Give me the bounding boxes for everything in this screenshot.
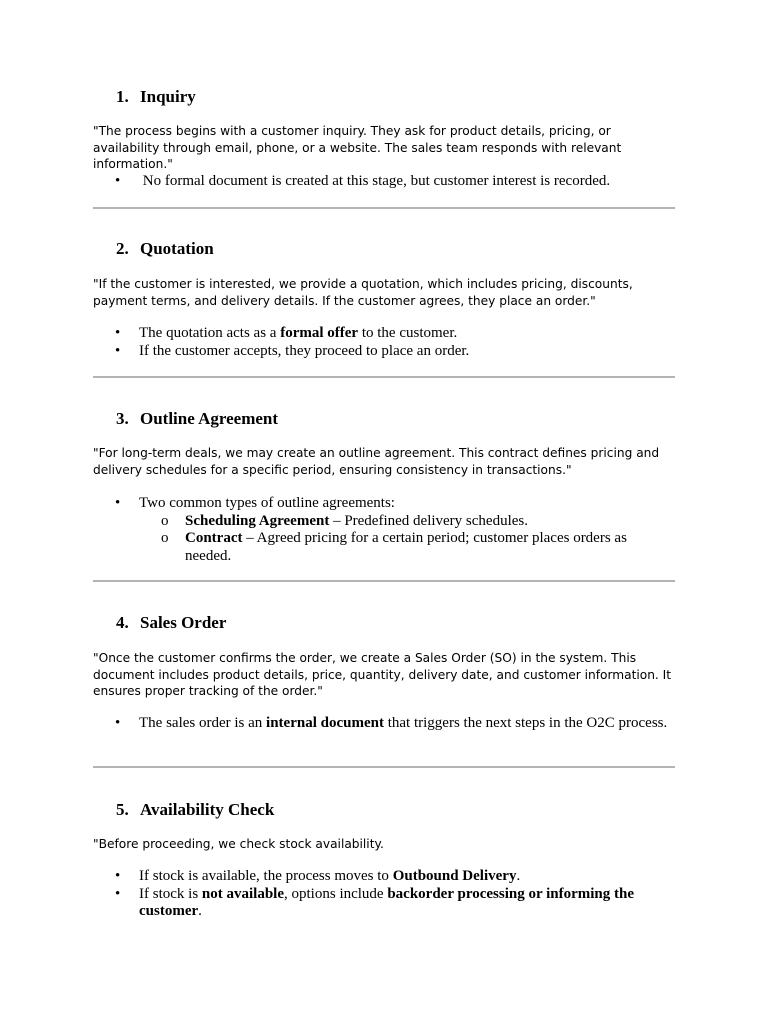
bullet-item <box>93 173 675 191</box>
sub-bullet-list <box>139 513 675 566</box>
section-divider <box>93 376 675 378</box>
section-quote: "Before proceeding, we check stock availability. <box>93 837 384 851</box>
sub-bullet-item <box>139 513 675 531</box>
bullet-text: Two common types of outline agreements: <box>139 495 395 511</box>
section-number: 2. <box>116 239 129 258</box>
bullet-text: , options include <box>284 885 388 902</box>
bullet-list <box>93 325 675 360</box>
section-number: 4. <box>116 613 129 632</box>
bullet-list <box>93 495 675 565</box>
bullet-text: No formal document is created at this stage, but customer interest is recorded. <box>139 173 611 189</box>
bullet-text: The sales order is an <box>139 715 267 731</box>
section-title: Inquiry <box>140 87 196 106</box>
section-divider <box>93 580 675 582</box>
bullet-bold-text: formal offer <box>280 325 359 341</box>
bullet-text: The quotation acts as a <box>139 325 281 341</box>
section-title: Quotation <box>140 239 214 258</box>
section-title: Sales Order <box>140 613 227 632</box>
section-heading <box>93 409 698 429</box>
bullet-item <box>93 343 675 361</box>
bullet-item <box>93 886 675 921</box>
bullet-list <box>93 868 675 921</box>
bullet-bold-text: backorder processing or informing the customer <box>139 885 635 919</box>
bullet-text: – Agreed pricing for a certain period; customer places orders as needed. <box>185 530 627 564</box>
bullet-item <box>93 715 675 733</box>
bullet-text: . <box>198 903 202 919</box>
section-number: 3. <box>116 409 129 428</box>
bullet-bold-text: Outbound Delivery <box>392 868 517 884</box>
bullet-list <box>93 715 675 733</box>
section-divider <box>93 766 675 768</box>
section-divider <box>93 207 675 209</box>
bullet-text: to the customer. <box>358 325 458 341</box>
section-heading <box>93 613 698 633</box>
bullet-item <box>93 325 675 343</box>
section-heading <box>93 87 698 107</box>
section-heading <box>93 239 698 259</box>
section-heading <box>93 800 698 820</box>
bullet-bold-text: not available <box>201 885 285 902</box>
sub-bullet-item <box>139 530 675 565</box>
section-quote: "If the customer is interested, we provide a quotation, which includes pricing, discounts, payment terms, and delivery details. If the customer agrees, they place an order." <box>93 277 633 308</box>
bullet-item <box>93 495 675 565</box>
bullet-bold-text: Contract <box>185 530 243 546</box>
section-number: 1. <box>116 87 129 106</box>
bullet-list <box>93 173 675 191</box>
section-quote: "Once the customer confirms the order, we create a Sales Order (SO) in the system. This document includes product details, price, quantity, delivery date, and customer information. It ensures proper tracking of the order." <box>93 651 672 698</box>
section-quote: "For long-term deals, we may create an outline agreement. This contract defines pricing and delivery schedules for a specific period, ensuring consistency in transactions." <box>93 446 660 477</box>
bullet-item <box>93 868 675 886</box>
section-title: Availability Check <box>140 800 275 819</box>
bullet-bold-text: internal document <box>266 715 384 731</box>
bullet-text: – Predefined delivery schedules. <box>329 512 528 529</box>
bullet-bold-text: Scheduling Agreement <box>185 512 330 529</box>
section-title: Outline Agreement <box>140 409 279 428</box>
section-number: 5. <box>116 800 129 819</box>
bullet-text: If stock is available, the process moves to <box>139 868 393 884</box>
bullet-text: If the customer accepts, they proceed to place an order. <box>139 342 470 359</box>
bullet-text: If stock is <box>139 885 202 902</box>
bullet-text: . <box>516 868 521 884</box>
bullet-text: that triggers the next steps in the O2C process. <box>383 715 668 731</box>
section-quote: "The process begins with a customer inquiry. They ask for product details, pricing, or availability through email, phone, or a website. The sales team responds with relevant information." <box>93 124 622 171</box>
